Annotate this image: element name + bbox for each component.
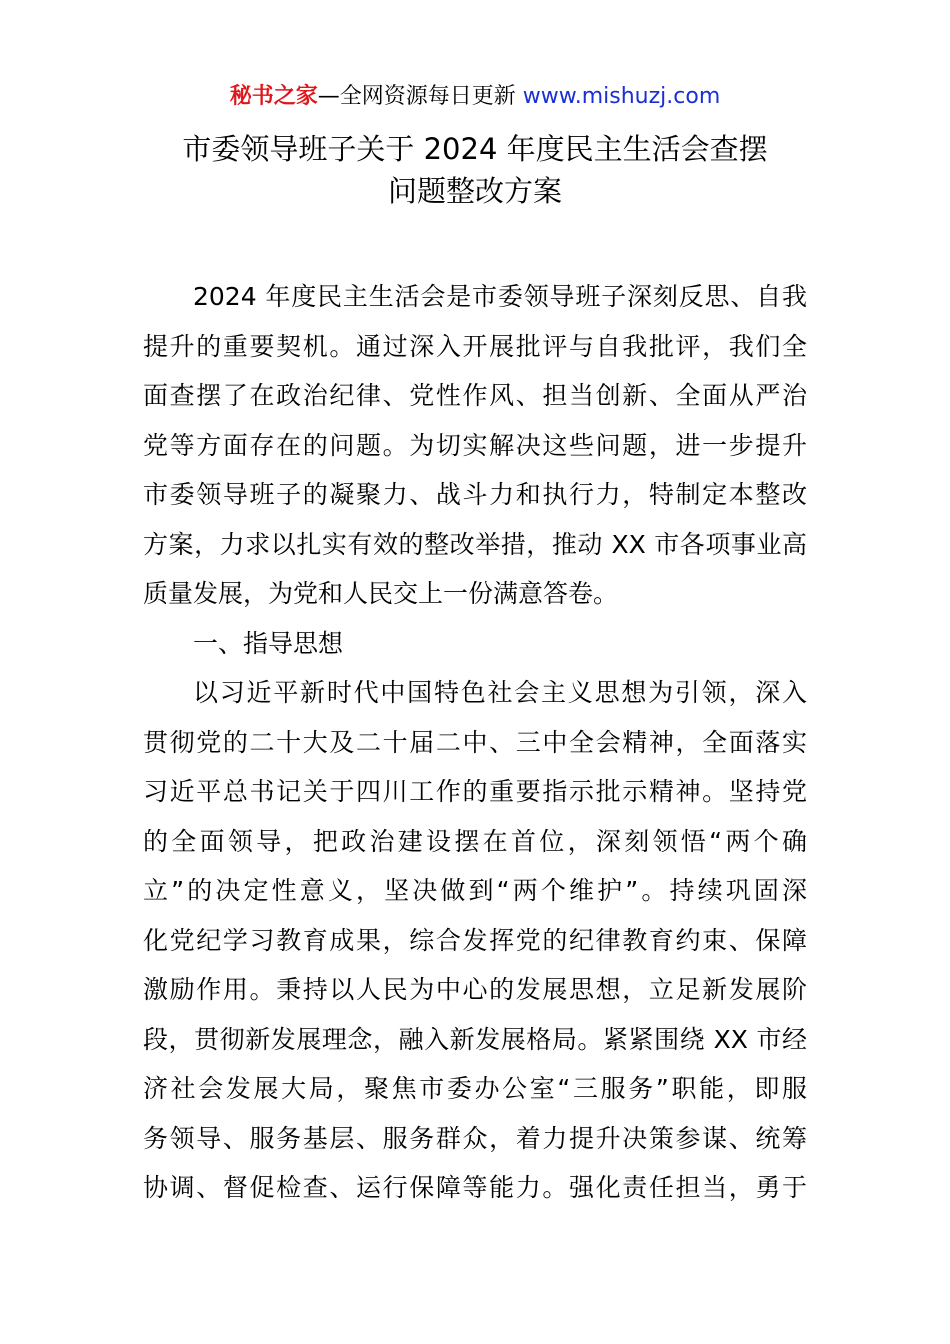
paragraph-line: 质量发展，为党和人民交上一份满意答卷。 [143,579,619,608]
site-slogan: —全网资源每日更新 [317,84,516,109]
paragraph-line: 提升的重要契机。通过深入开展批评与自我批评，我们全 [143,331,807,361]
paragraph-line: 立”的决定性意义，坚决做到“两个维护”。持续巩固深 [143,876,807,905]
site-url-link[interactable]: www.mishuzj.com [522,84,721,109]
paragraph-line: 2024 年度民主生活会是市委领导班子深刻反思、自我 [193,282,807,311]
paragraph-line: 激励作用。秉持以人民为中心的发展思想，立足新发展阶 [143,975,807,1004]
paragraph-line: 党等方面存在的问题。为切实解决这些问题，进一步提升 [143,430,807,460]
document-title [100,128,850,212]
title-line-2: 问题整改方案 [387,174,562,208]
paragraph-line: 方案，力求以扎实有效的整改举措，推动 XX 市各项事业高 [143,529,807,559]
paragraph-line: 务领导、服务基层、服务群众，着力提升决策参谋、统筹 [143,1123,807,1153]
paragraph-line: 段，贯彻新发展理念，融入新发展格局。紧紧围绕 XX 市经 [143,1024,807,1054]
paragraph-line: 市委领导班子的凝聚力、战斗力和执行力，特制定本整改 [143,480,807,509]
document-body [143,272,807,1213]
paragraph-line: 协调、督促检查、运行保障等能力。强化责任担当，勇于 [143,1173,807,1202]
paragraph-line: 的全面领导，把政治建设摆在首位，深刻领悟“两个确 [143,826,807,856]
paragraph-line: 习近平总书记关于四川工作的重要指示批示精神。坚持党 [143,777,807,806]
site-name: 秘书之家 [229,84,318,109]
site-banner [0,80,950,114]
title-line-1: 市委领导班子关于 2024 年度民主生活会查摆 [182,132,768,166]
intro-paragraph [143,272,807,619]
paragraph-line: 贯彻党的二十大及二十届二中、三中全会精神，全面落实 [143,727,807,757]
paragraph-line: 化党纪学习教育成果，综合发挥党的纪律教育约束、保障 [143,925,807,955]
guiding-thought-paragraph [143,668,807,1213]
section-heading: 一、指导思想 [193,628,344,658]
paragraph-line: 济社会发展大局，聚焦市委办公室“三服务”职能，即服 [143,1074,807,1103]
paragraph-line: 面查摆了在政治纪律、党性作风、担当创新、全面从严治 [143,381,807,410]
paragraph-line: 以习近平新时代中国特色社会主义思想为引领，深入 [193,678,807,707]
